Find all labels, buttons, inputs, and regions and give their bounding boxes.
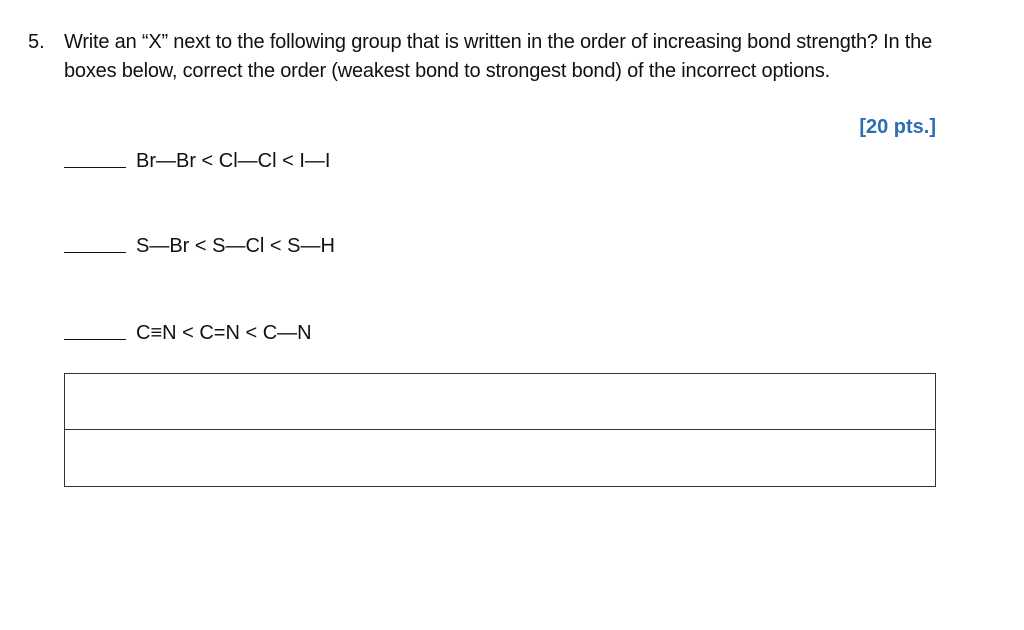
points-label: [20 pts.] bbox=[859, 116, 936, 138]
answer-box-1[interactable] bbox=[65, 374, 935, 430]
answer-blank-2[interactable] bbox=[64, 252, 126, 253]
option-formula-3: C≡N < C=N < C—N bbox=[136, 322, 312, 344]
option-row-1 bbox=[64, 143, 330, 173]
option-formula-2: S—Br < S—Cl < S—H bbox=[136, 235, 335, 257]
answer-box-2[interactable] bbox=[65, 430, 935, 486]
answer-table bbox=[64, 373, 936, 487]
option-formula-1: Br—Br < Cl—Cl < I—I bbox=[136, 150, 331, 172]
option-row-3 bbox=[64, 315, 312, 345]
option-row-2 bbox=[64, 228, 335, 258]
question-number: 5. bbox=[28, 31, 45, 53]
answer-blank-3[interactable] bbox=[64, 339, 126, 340]
answer-blank-1[interactable] bbox=[64, 167, 126, 168]
question-text: Write an “X” next to the following group that is written in the order of increasing bond strength? In the boxes below, correct the order (weakest bond to strongest bond) of the incorrect options. bbox=[64, 31, 933, 82]
question-block bbox=[28, 28, 948, 86]
